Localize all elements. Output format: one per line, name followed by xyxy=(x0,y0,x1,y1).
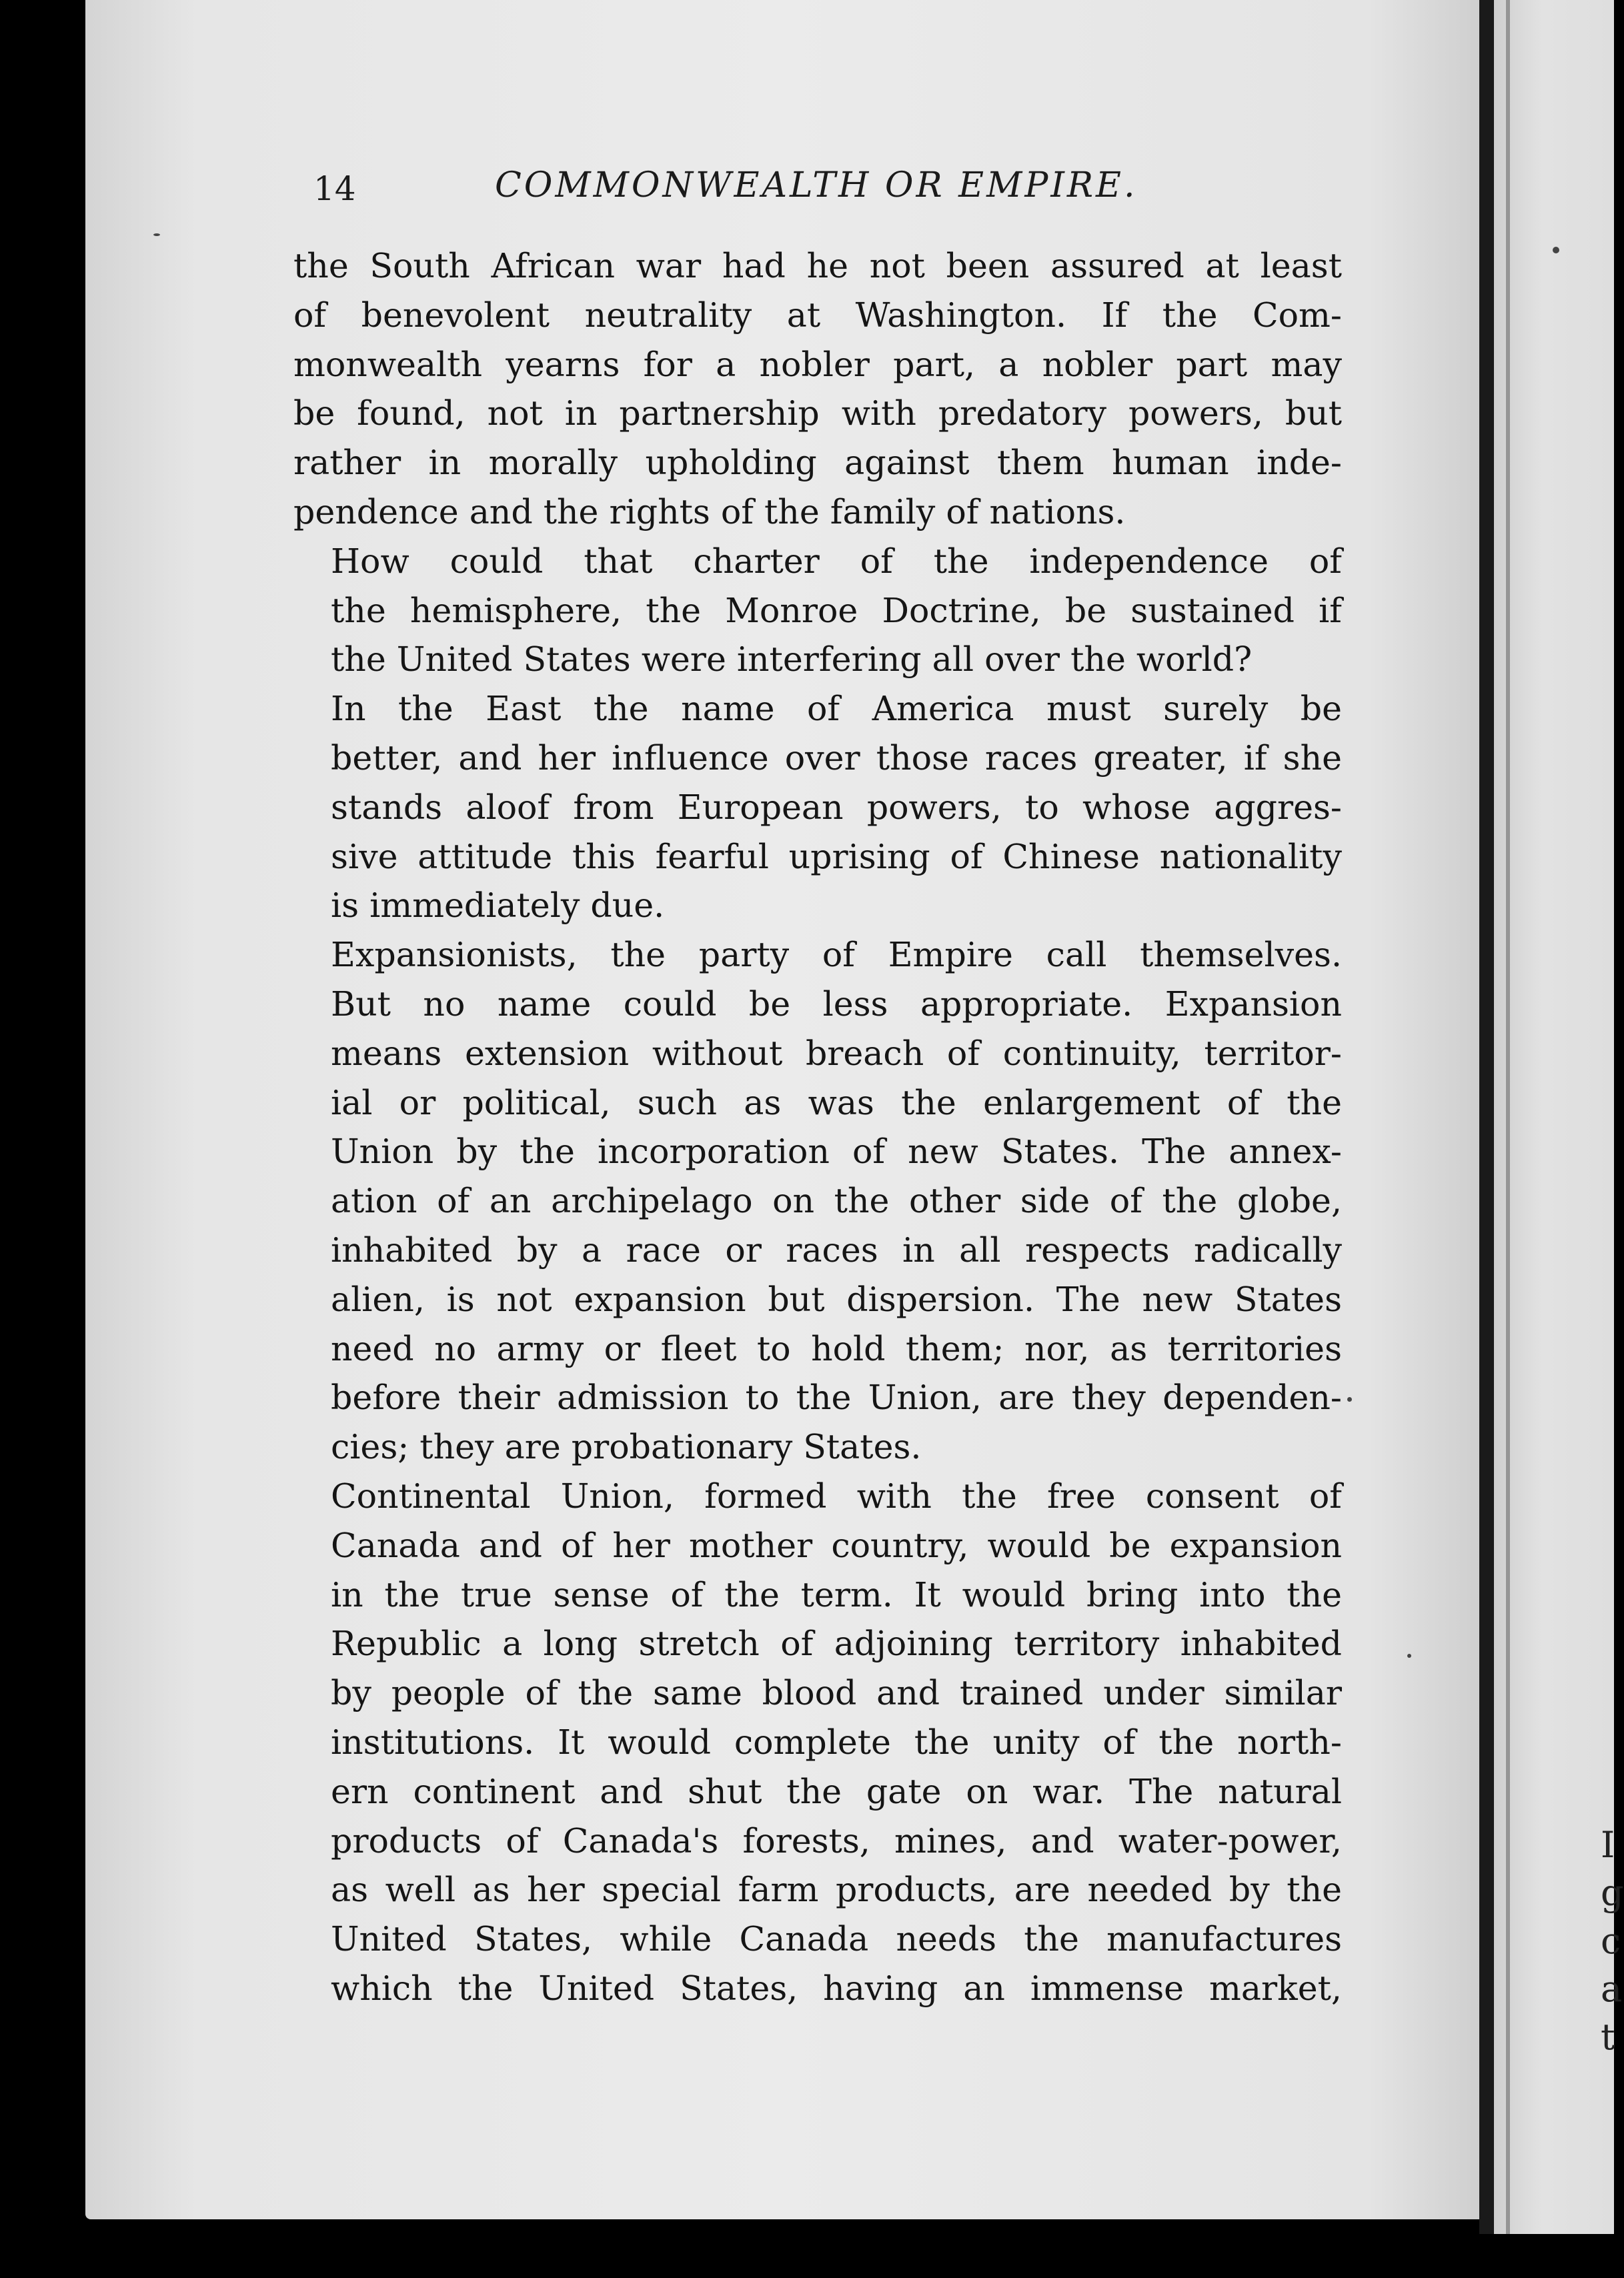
paragraph xyxy=(293,930,1342,1472)
text-line: means extension without breach of continuity, territor- xyxy=(331,1033,1342,1073)
text-line: But no name could be less appropriate. Expansion xyxy=(331,984,1342,1024)
text-line: better, and her influence over those races greater, if she xyxy=(331,738,1342,778)
paragraph xyxy=(293,1472,1342,2013)
text-line: as well as her special farm products, are needed by the xyxy=(331,1870,1342,1910)
text-line: is immediately due. xyxy=(331,886,665,926)
text-line: in the true sense of the term. It would bring into the xyxy=(331,1574,1342,1614)
paragraph xyxy=(293,684,1342,930)
paragraph xyxy=(293,537,1342,684)
text-line: products of Canada's forests, mines, and water-power, xyxy=(331,1821,1342,1861)
text-line: ation of an archipelago on the other side of the globe, xyxy=(331,1181,1342,1221)
text-line: Canada and of her mother country, would be expansion xyxy=(331,1525,1342,1565)
scan-speck xyxy=(1407,1654,1411,1658)
facing-page-letter: c xyxy=(1601,1920,1621,1962)
text-line: ial or political, such as was the enlargement of the xyxy=(331,1082,1342,1122)
text-line: need no army or fleet to hold them; nor, as territories xyxy=(331,1328,1342,1368)
text-line: pendence and the rights of the family of nations. xyxy=(293,491,1126,531)
text-line: alien, is not expansion but dispersion. The new States xyxy=(331,1279,1342,1319)
text-line: rather in morally upholding against them human inde- xyxy=(293,443,1342,483)
page-gutter xyxy=(1479,0,1494,2234)
running-title: COMMONWEALTH OR EMPIRE. xyxy=(495,165,1138,205)
text-line: be found, not in partnership with predatory powers, but xyxy=(293,393,1342,433)
text-line: In the East the name of America must surely be xyxy=(331,689,1342,729)
facing-page-binding-shadow xyxy=(1506,0,1510,2234)
text-line: of benevolent neutrality at Washington. If the Com- xyxy=(293,295,1342,335)
facing-page-letter: g xyxy=(1601,1872,1624,1914)
text-line: Union by the incorporation of new States. The annex- xyxy=(331,1132,1342,1172)
running-head xyxy=(313,165,1307,212)
scan-speck xyxy=(1347,1397,1352,1402)
text-line: How could that charter of the independence of xyxy=(331,541,1342,581)
text-line: which the United States, having an immense market, xyxy=(331,1968,1342,2008)
text-line: before their admission to the Union, are they dependen- xyxy=(331,1378,1342,1418)
text-line: United States, while Canada needs the manufactures xyxy=(331,1919,1342,1959)
text-line: the hemisphere, the Monroe Doctrine, be sustained if xyxy=(331,590,1342,630)
facing-page-letter: t xyxy=(1601,2016,1615,2058)
text-line: institutions. It would complete the unity of the north- xyxy=(331,1722,1342,1762)
facing-page-edge xyxy=(1494,0,1614,2234)
text-line: Republic a long stretch of adjoining territory inhabited xyxy=(331,1624,1342,1664)
text-line: ern continent and shut the gate on war. The natural xyxy=(331,1771,1342,1811)
facing-page-letter: I xyxy=(1601,1824,1615,1866)
paragraph xyxy=(293,241,1342,537)
scan-speck xyxy=(153,233,160,236)
text-line: by people of the same blood and trained under similar xyxy=(331,1673,1342,1713)
text-line: Continental Union, formed with the free consent of xyxy=(331,1476,1342,1516)
text-line: the United States were interfering all over the world? xyxy=(331,640,1253,680)
text-line: the South African war had he not been assured at least xyxy=(293,246,1342,285)
text-line: stands aloof from European powers, to whose aggres- xyxy=(331,787,1342,827)
text-line: inhabited by a race or races in all respects radically xyxy=(331,1230,1342,1270)
facing-page-letter: a xyxy=(1601,1968,1623,2010)
text-line: cies; they are probationary States. xyxy=(331,1427,922,1467)
scan-speck xyxy=(1553,247,1559,253)
text-line: monwealth yearns for a nobler part, a nobler part may xyxy=(293,344,1342,384)
text-line: sive attitude this fearful uprising of Chinese nationality xyxy=(331,836,1342,876)
text-line: Expansionists, the party of Empire call themselves. xyxy=(331,935,1342,975)
page-number: 14 xyxy=(313,169,356,208)
page-body xyxy=(293,241,1342,2013)
